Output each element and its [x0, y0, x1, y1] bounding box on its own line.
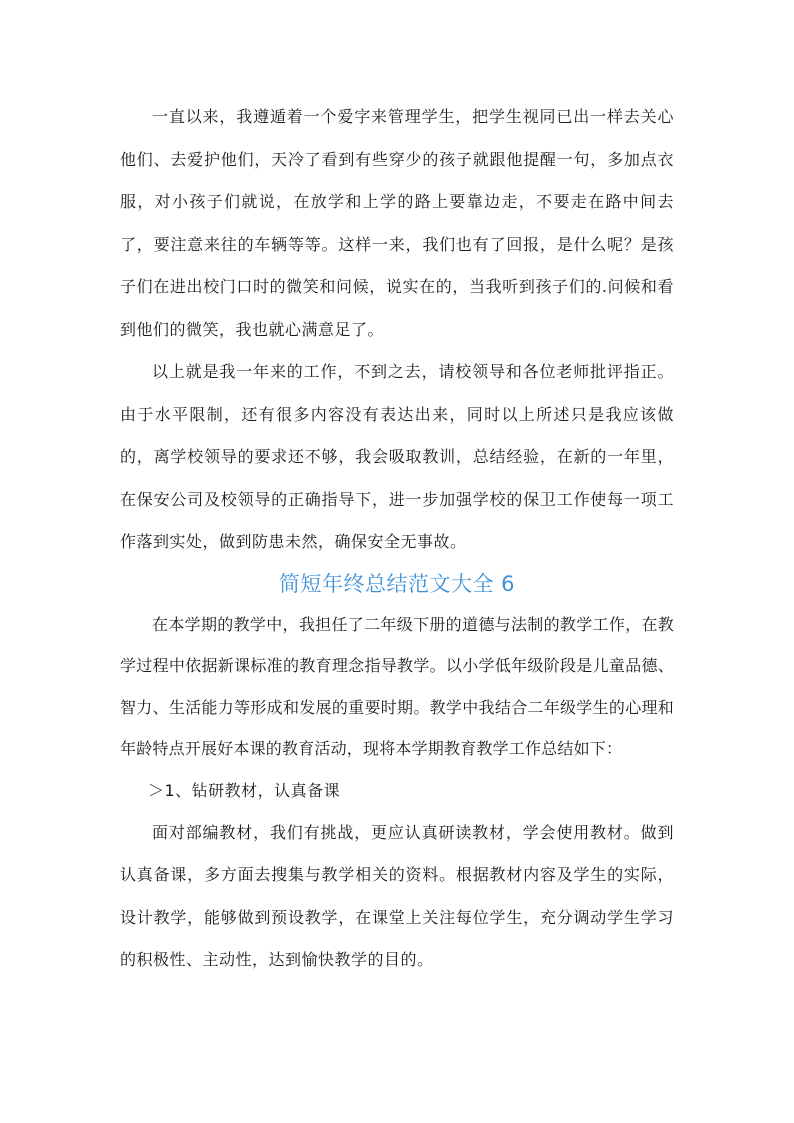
paragraph-closing-remarks: 以上就是我一年来的工作，不到之去，请校领导和各位老师批评指正。由于水平限制，还有很多内容没有表达出来，同时以上所述只是我应该做的，离学校领导的要求还不够，我会吸取教训，总结经验，在新的一年里，在保安公司及校领导的正确指导下，进一步加强学校的保卫工作使每一项工作落到实处，做到防患未然，确保安全无事故。	[120, 362, 674, 551]
paragraph-care-for-students: 一直以来，我遵遁着一个爱字来管理学生，把学生视同已出一样去关心他们、去爱护他们，天冷了看到有些穿少的孩子就跟他提醒一句，多加点衣服，对小孩子们就说，在放学和上学的路上要靠边走，不要走在路中间去了，要注意来往的车辆等等。这样一来，我们也有了回报，是什么呢？是孩子们在进出校门口时的微笑和问候，说实在的，当我听到孩子们的.问候和看到他们的微笑，我也就心满意足了。	[120, 107, 674, 339]
section-heading: 简短年终总结范文大全 6	[278, 571, 516, 596]
document-page	[120, 96, 674, 982]
paragraph-section-intro: 在本学期的教学中，我担任了二年级下册的道德与法制的教学工作，在教学过程中依据新课标准的教育理念指导教学。以小学低年级阶段是儿童品德、智力、生活能力等形成和发展的重要时期。教学中我结合二年级学生的心理和年龄特点开展好本课的教育活动，现将本学期教育教学工作总结如下：	[120, 614, 674, 758]
subheading-study-textbook: ＞1、钻研教材，认真备课	[148, 780, 341, 800]
paragraph-lesson-preparation: 面对部编教材，我们有挑战，更应认真研读教材，学会使用教材。做到认真备课，多方面去搜集与教学相关的资料。根据教材内容及学生的实际，设计教学，能够做到预设教学，在课堂上关注每位学生，充分调动学生学习的积极性、主动性，达到愉快教学的目的。	[120, 822, 674, 969]
